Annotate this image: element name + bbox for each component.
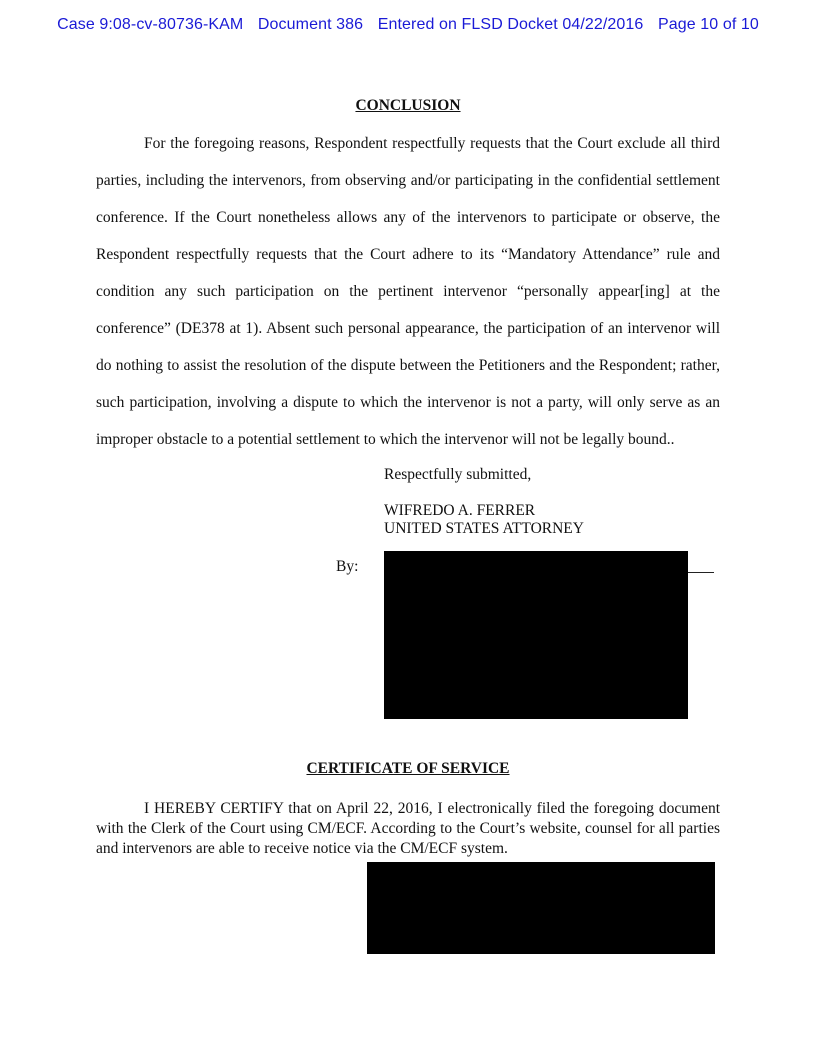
conclusion-heading: CONCLUSION	[355, 97, 461, 114]
page-number: Page 10 of 10	[657, 16, 759, 33]
certificate-redaction-block	[367, 862, 715, 954]
signature-redaction-block	[384, 551, 688, 719]
by-label: By:	[336, 558, 359, 575]
closing-line: Respectfully submitted,	[384, 466, 532, 483]
certificate-heading: CERTIFICATE OF SERVICE	[306, 760, 510, 777]
conclusion-paragraph: For the foregoing reasons, Respondent respectfully requests that the Court exclude all third parties, including the intervenors, from observing and/or participating in the confidential settlement conference. If the Court nonetheless allows any of the intervenors to participate or observe, the Respondent respectfully requests that the Court adhere to its “Mandatory Attendance” rule and condition any such participation on the pertinent intervenor “personally appear[ing] at the conference” (DE378 at 1). Absent such personal appearance, the participation of an intervenor will do nothing to assist the resolution of the dispute between the Petitioners and the Respondent; rather, such participation, involving a dispute to which the intervenor is not a party, will only serve as an improper obstacle to a potential settlement to which the intervenor will not be legally bound..	[96, 135, 720, 448]
signatory-name: WIFREDO A. FERRER	[384, 502, 536, 519]
signatory-office: UNITED STATES ATTORNEY	[384, 520, 584, 537]
entry-date: Entered on FLSD Docket 04/22/2016	[377, 16, 644, 33]
case-number: Case 9:08-cv-80736-KAM	[57, 16, 244, 33]
docket-header	[0, 16, 816, 34]
document-number: Document 386	[257, 16, 364, 33]
certificate-paragraph: I HEREBY CERTIFY that on April 22, 2016, I electronically filed the foregoing document with the Clerk of the Court using CM/ECF. According to the Court’s website, counsel for all parties and intervenors are able to receive notice via the CM/ECF system.	[96, 800, 720, 857]
